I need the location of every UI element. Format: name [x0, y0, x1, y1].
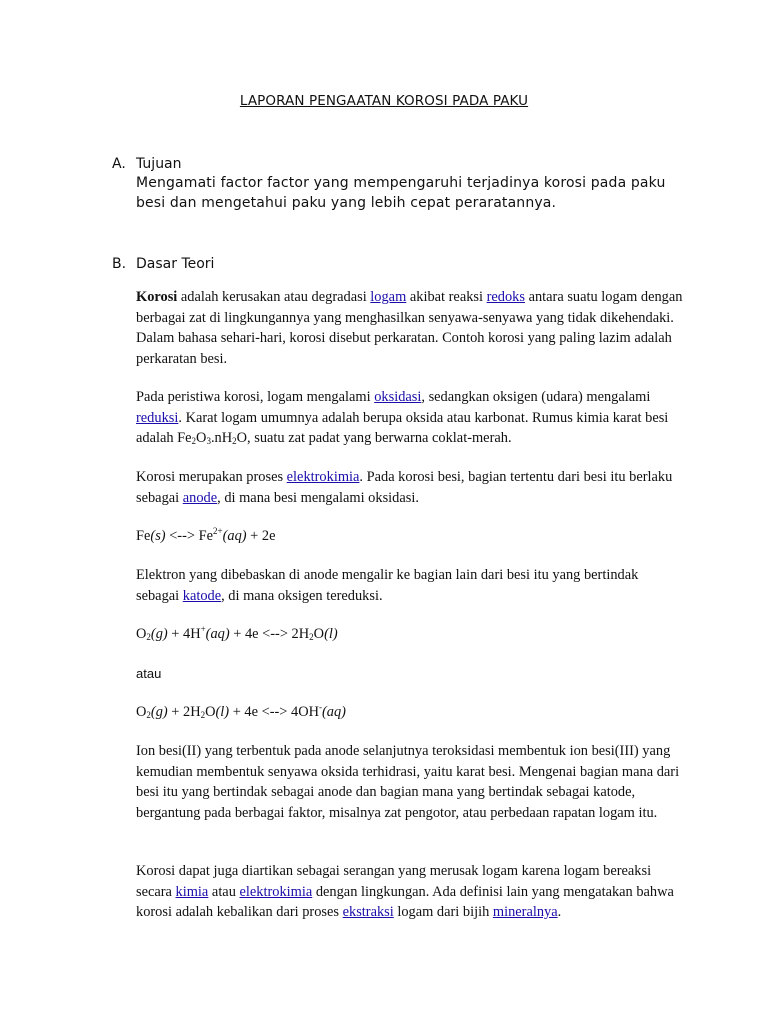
- equation-anode: Fe(s) <--> $Fe^{2+}(aq) + 2e$: [136, 526, 276, 544]
- atau-text: atau: [136, 666, 162, 681]
- tujuan-text: Mengamati factor factor yang mempengaruhi terjadinya korosi pada paku besi dan mengetahui paku yang lebih cepat peraratannya.: [136, 175, 666, 211]
- section-a-title: Tujuan: [136, 156, 182, 172]
- paragraph-ion-besi: Ion besi(II) yang terbentuk pada anode selanjutnya teroksidasi membentuk ion besi(III) yang kemudian membentuk senyawa oksida terhidrasi, yaitu karat besi. Mengenai bagian mana dari besi itu yang bertindak sebagai anode dan bagian mana yang bertindak sebagai katode, bergantung pada berbagai faktor, misalnya zat pengotor, atau perbedaan rapatan logam itu.: [136, 743, 680, 821]
- link-mineralnya[interactable]: mineralnya: [492, 904, 558, 920]
- document-title: LAPORAN PENGAATAN KOROSI PADA PAKU: [239, 93, 529, 109]
- paragraph-definisi-lain: Korosi dapat juga diartikan sebagai serangan yang merusak logam karena logam bereaksi secara kimia atau elektrokimia dengan lingkungan. Ada definisi lain yang mengatakan bahwa korosi adalah kebalikan dari proses ekstraksi logam dari bijih mineralnya.: [136, 863, 674, 920]
- link-logam[interactable]: logam: [370, 289, 407, 305]
- section-b-letter: B.: [112, 256, 127, 272]
- link-anode[interactable]: anode: [182, 489, 218, 506]
- equation-katode-acid: $O_2(g) + 4H^+(aq) + 4e$ <--> $2H_2O(l)$: [136, 624, 338, 642]
- bold-term-korosi: Korosi: [136, 289, 178, 305]
- link-elektrokimia-2[interactable]: elektrokimia: [239, 883, 313, 900]
- paragraph-oksidasi: Pada peristiwa korosi, logam mengalami oksidasi, sedangkan oksigen (udara) mengalami reduksi. Karat logam umumnya adalah berupa oksida atau karbonat. Rumus kimia karat besi adalah $Fe_2O_3.nH_2O$, suatu zat padat yang berwarna coklat-merah.: [136, 389, 669, 446]
- section-a-letter: A.: [112, 156, 126, 172]
- section-b-title: Dasar Teori: [136, 256, 215, 272]
- link-ekstraksi[interactable]: ekstraksi: [342, 904, 394, 920]
- link-redoks[interactable]: redoks: [486, 289, 525, 305]
- link-elektrokimia[interactable]: elektrokimia: [286, 469, 360, 485]
- paragraph-korosi-definition: Korosi adalah kerusakan atau degradasi logam akibat reaksi redoks antara suatu logam dengan berbagai zat di lingkungannya yang menghasilkan senyawa-senyawa yang tidak dikehendaki. Dalam bahasa sehari-hari, korosi disebut perkaratan. Contoh korosi yang paling lazim adalah perkaratan besi.: [136, 289, 683, 367]
- link-reduksi[interactable]: reduksi: [136, 409, 179, 426]
- link-kimia[interactable]: kimia: [175, 883, 209, 900]
- paragraph-katode: Elektron yang dibebaskan di anode mengalir ke bagian lain dari besi itu yang bertindak sebagai katode, di mana oksigen tereduksi.: [136, 567, 639, 604]
- link-katode[interactable]: katode: [182, 587, 222, 604]
- paragraph-elektrokimia: Korosi merupakan proses elektrokimia. Pada korosi besi, bagian tertentu dari besi itu berlaku sebagai anode, di mana besi mengalami oksidasi.: [136, 469, 673, 506]
- link-oksidasi[interactable]: oksidasi: [374, 389, 422, 405]
- equation-katode-neutral: $O_2(g) + 2H_2O(l) + 4e$ <--> 4OH-(aq): [136, 702, 346, 720]
